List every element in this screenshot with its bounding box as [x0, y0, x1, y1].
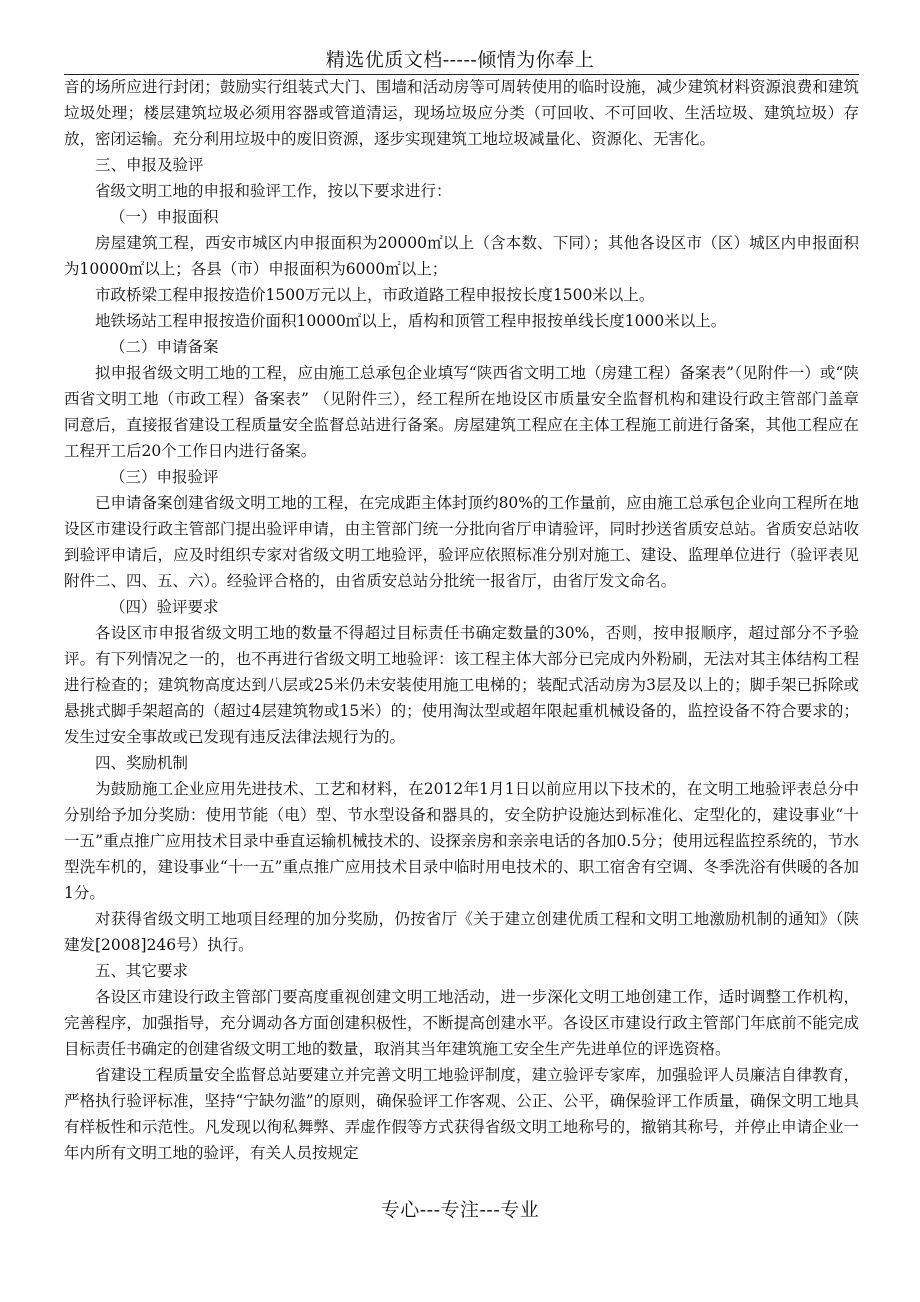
document-body — [64, 74, 859, 1166]
section-heading: 四、奖励机制 — [95, 754, 189, 772]
paragraph: 房屋建筑工程，西安市城区内申报面积为20000㎡以上（含本数、下同）；其他各设区市（区）城区内申报面积为10000㎡以上；各县（市）申报面积为6000㎡以上； — [64, 234, 859, 278]
paragraph: 音的场所应进行封闭；鼓励实行组装式大门、围墙和活动房等可周转使用的临时设施，减少建筑材料资源浪费和建筑垃圾处理；楼层建筑垃圾必须用容器或管道清运，现场垃圾应分类（可回收、不可回收、生活垃圾、建筑垃圾）存放，密闭运输。充分利用垃圾中的废旧资源，逐步实现建筑工地垃圾减量化、资源化、无害化。 — [64, 78, 859, 148]
paragraph: 省级文明工地的申报和验评工作，按以下要求进行： — [95, 182, 452, 200]
paragraph: 省建设工程质量安全监督总站要建立并完善文明工地验评制度，建立验评专家库，加强验评人员廉洁自律教育，严格执行验评标准，坚持“宁缺勿滥”的原则，确保验评工作客观、公正、公平，确保验评工作质量，确保文明工地具有样板性和示范性。凡发现以徇私舞弊、弄虚作假等方式获得省级文明工地称号的，撤销其称号，并停止申请企业一年内所有文明工地的验评，有关人员按规定 — [64, 1066, 859, 1162]
paragraph: 对获得省级文明工地项目经理的加分奖励，仍按省厅《关于建立创建优质工程和文明工地激励机制的通知》（陕建发[2008]246号）执行。 — [64, 910, 859, 954]
paragraph: 已申请备案创建省级文明工地的工程，在完成距主体封顶约80%的工作量前，应由施工总承包企业向工程所在地设区市建设行政主管部门提出验评申请，由主管部门统一分批向省厅申请验评，同时抄送省质安总站。省质安总站收到验评申请后，应及时组织专家对省级文明工地验评，验评应依照标准分别对施工、建设、监理单位进行（验评表见附件二、四、五、六）。经验评合格的，由省质安总站分批统一报省厅，由省厅发文命名。 — [64, 494, 859, 590]
subsection-heading: （二）申请备案 — [110, 338, 219, 356]
page-header: 精选优质文档-----倾情为你奉上 — [325, 49, 595, 71]
paragraph: 市政桥梁工程申报按造价1500万元以上，市政道路工程申报按长度1500米以上。 — [95, 286, 655, 304]
section-heading: 五、其它要求 — [95, 962, 189, 980]
page-footer: 专心---专注---专业 — [380, 1199, 540, 1221]
paragraph: 各设区市申报省级文明工地的数量不得超过目标责任书确定数量的30%，否则，按申报顺序，超过部分不予验评。有下列情况之一的，也不再进行省级文明工地验评：该工程主体大部分已完成内外粉刷，无法对其主体结构工程进行检查的；建筑物高度达到八层或25米仍未安装使用施工电梯的；装配式活动房为3层及以上的；脚手架已拆除或悬挑式脚手架超高的（超过4层建筑物或15米）的；使用淘汰型或超年限起重机械设备的，监控设备不符合要求的；发生过安全事故或已发现有违反法律法规行为的。 — [64, 624, 859, 746]
subsection-heading: （四）验评要求 — [110, 598, 219, 616]
paragraph: 各设区市建设行政主管部门要高度重视创建文明工地活动，进一步深化文明工地创建工作，适时调整工作机构，完善程序，加强指导，充分调动各方面创建积极性，不断提高创建水平。各设区市建设行政主管部门年底前不能完成目标责任书确定的创建省级文明工地的数量，取消其当年建筑施工安全生产先进单位的评选资格。 — [64, 988, 859, 1058]
subsection-heading: （一）申报面积 — [110, 208, 219, 226]
paragraph: 拟申报省级文明工地的工程，应由施工总承包企业填写“陕西省文明工地（房建工程）备案表”（见附件一）或“陕西省文明工地（市政工程）备案表” （见附件三），经工程所在地设区市质量安全监督机构和建设行政主管部门盖章同意后，直接报省建设工程质量安全监督总站进行备案。房屋建筑工程应在主体工程施工前进行备案，其他工程应在工程开工后20个工作日内进行备案。 — [64, 364, 859, 460]
paragraph: 为鼓励施工企业应用先进技术、工艺和材料，在2012年1月1日以前应用以下技术的，在文明工地验评表总分中分别给予加分奖励：使用节能（电）型、节水型设备和器具的，安全防护设施达到标准化、定型化的，建设事业“十一五”重点推广应用技术目录中垂直运输机械技术的、设探亲房和亲亲电话的各加0.5分；使用远程监控系统的，节水型洗车机的，建设事业“十一五”重点推广应用技术目录中临时用电技术的、职工宿舍有空调、冬季洗浴有供暖的各加1分。 — [64, 780, 859, 902]
paragraph: 地铁场站工程申报按造价面积10000㎡以上，盾构和顶管工程申报按单线长度1000米以上。 — [95, 312, 727, 330]
section-heading: 三、申报及验评 — [95, 156, 204, 174]
subsection-heading: （三）申报验评 — [110, 468, 219, 486]
